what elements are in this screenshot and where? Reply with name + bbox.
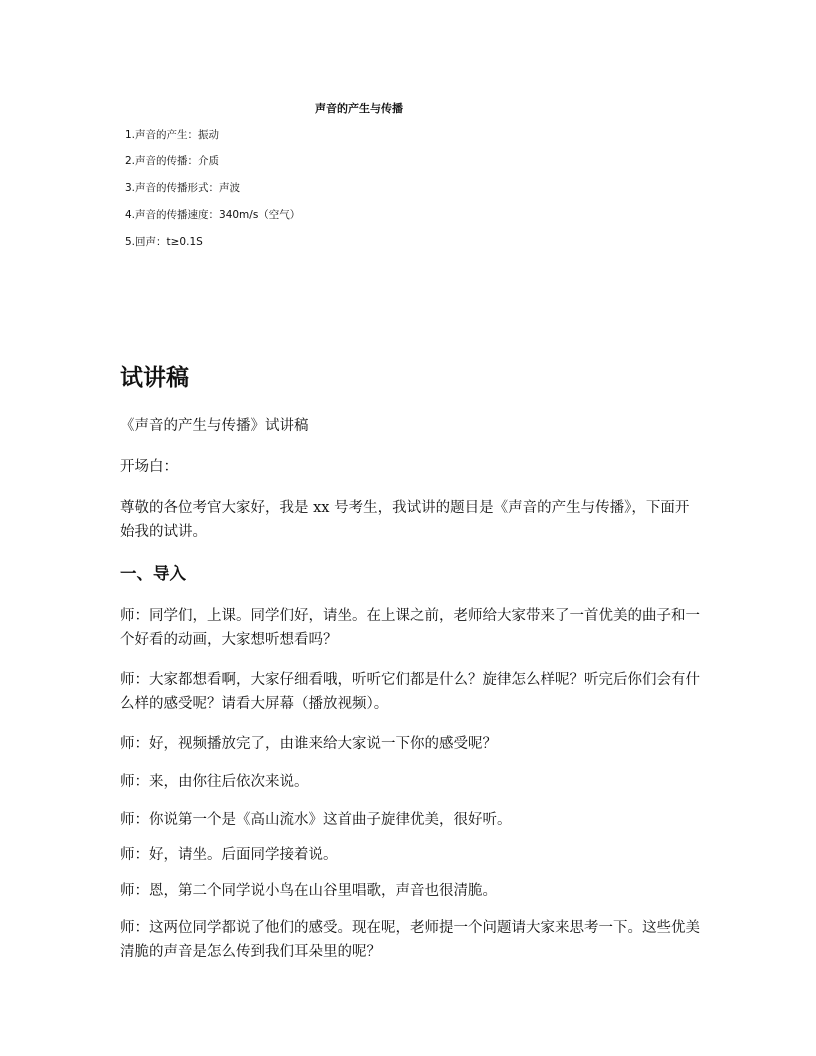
board-line-5: 5.回声：t≥0.1S (125, 236, 203, 248)
paragraph: 师：同学们，上课。同学们好，请坐。在上课之前，老师给大家带来了一首优美的曲子和一个好看的动画，大家想听想看吗？ (120, 608, 700, 648)
blackboard-design (120, 96, 460, 256)
board-line-3: 3.声音的传播形式：声波 (125, 182, 241, 194)
page-title: 试讲稿 (120, 365, 189, 391)
opening-label: 开场白： (120, 459, 178, 475)
lecture-script (120, 360, 700, 964)
paragraph: 师：来，由你往后依次来说。 (120, 774, 309, 790)
opening-text: 尊敬的各位考官大家好，我是 xx 号考生，我试讲的题目是《声音的产生与传播》，下面开始我的试讲。 (120, 500, 690, 540)
board-title: 声音的产生与传播 (315, 102, 403, 115)
paragraph: 师：恩，第二个同学说小鸟在山谷里唱歌，声音也很清脆。 (120, 883, 497, 899)
board-line-4: 4.声音的传播速度：340m/s（空气） (125, 209, 301, 221)
paragraph: 师：大家都想看啊，大家仔细看哦，听听它们都是什么？旋律怎么样呢？听完后你们会有什么样的感受呢？请看大屏幕（播放视频）。 (120, 672, 700, 712)
paragraph: 师：这两位同学都说了他们的感受。现在呢，老师提一个问题请大家来思考一下。这些优美清脆的声音是怎么传到我们耳朵里的呢？ (120, 920, 700, 960)
paragraph: 师：好，请坐。后面同学接着说。 (120, 847, 338, 863)
script-subtitle: 《声音的产生与传播》试讲稿 (120, 418, 309, 434)
board-line-1: 1.声音的产生：振动 (125, 129, 220, 141)
paragraph: 师：你说第一个是《高山流水》这首曲子旋律优美，很好听。 (120, 812, 512, 828)
board-line-2: 2.声音的传播：介质 (125, 155, 220, 167)
paragraph: 师：好，视频播放完了，由谁来给大家说一下你的感受呢？ (120, 736, 497, 752)
section-heading-intro: 一、导入 (120, 564, 186, 583)
